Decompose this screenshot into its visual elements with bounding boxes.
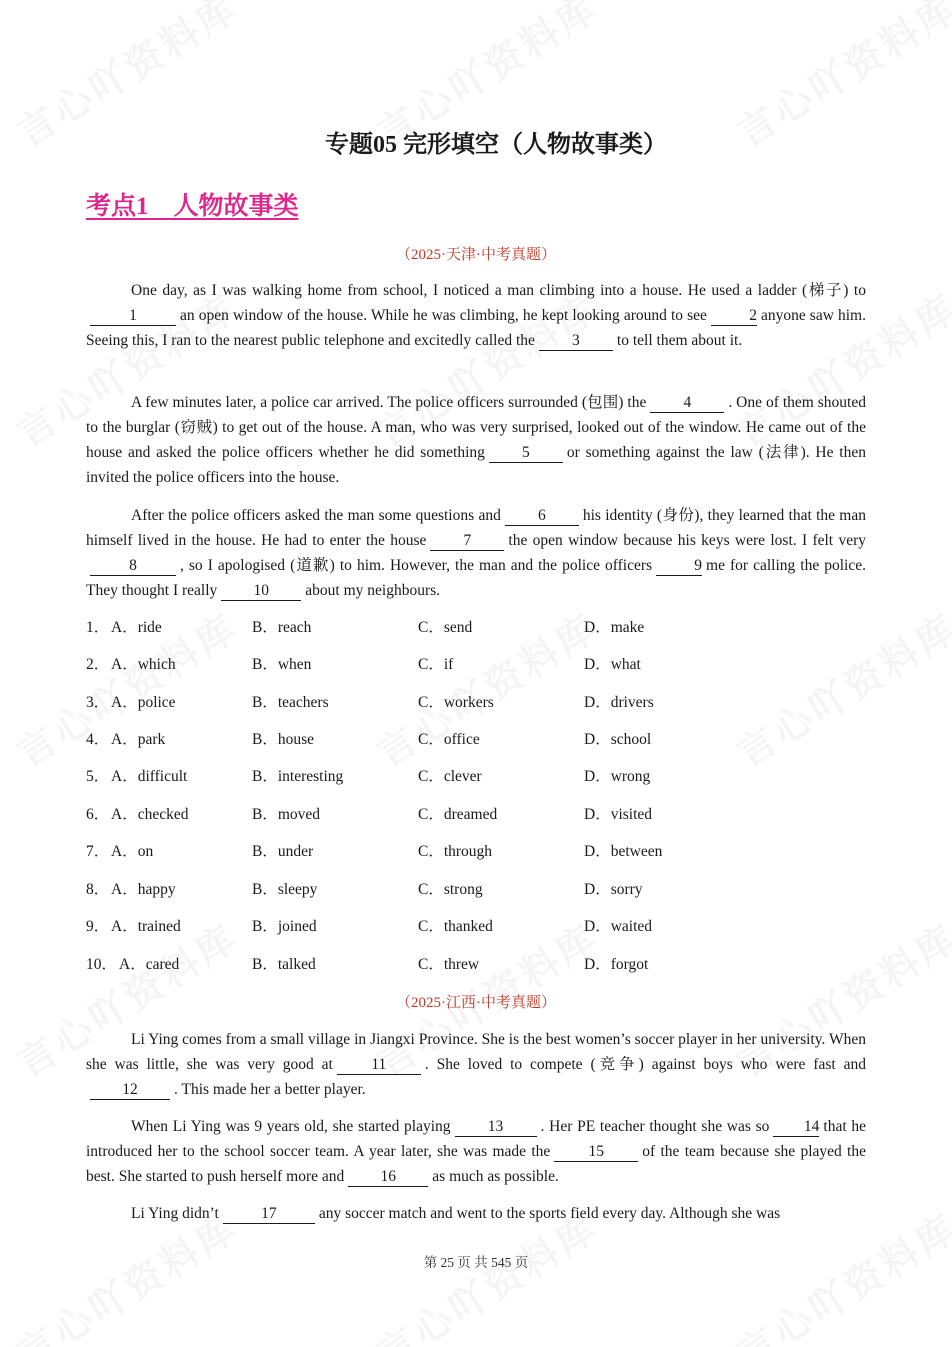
option-d: D．between (584, 843, 663, 860)
question-number: 9． (86, 918, 110, 935)
blank-7: 7 (430, 532, 504, 551)
option-a: A．trained (111, 918, 181, 935)
option-a: A．on (111, 843, 154, 860)
question-number: 4． (86, 731, 110, 748)
option-a: A．happy (111, 881, 176, 898)
option-b: B．when (252, 656, 312, 673)
question-row (86, 877, 866, 903)
blank-1: 1 (90, 307, 176, 326)
passage2-source: （2025·江西·中考真题） (396, 995, 556, 1011)
option-b: B．house (252, 731, 315, 748)
option-d: D．make (584, 619, 645, 636)
passage1-paragraph2: A few minutes later, a police car arrived. The police officers surrounded (包围) the 4 . One of them shouted to the burglar (窃贼) to get out of the house. A man, who was very surprised, looked out of the window. He came out of the house and asked the police officers whether he did something 5 or something against the law (法律). He then invited the police officers into the house. (86, 394, 866, 486)
passage1-paragraph3: After the police officers asked the man some questions and 6 his identity (身份), they learned that the man himself lived in the house. He had to enter the house 7 the open window because his keys were lost. I felt very8 , so I apologised (道歉) to him. However, the man and the police officers 9 me for calling the police. They thought I really 10 about my neighbours. (86, 507, 866, 599)
option-c: C．thanked (418, 918, 493, 935)
option-d: D．waited (584, 918, 653, 935)
blank-9: 9 (656, 557, 702, 576)
blank-2: 2 (711, 307, 757, 326)
blank-12: 12 (90, 1081, 170, 1100)
question-row (86, 764, 866, 790)
option-c: C．if (418, 656, 454, 673)
blank-10: 10 (221, 582, 301, 601)
question-row (86, 914, 866, 940)
option-b: B．interesting (252, 768, 344, 785)
question-number: 1． (86, 619, 110, 636)
option-a: A．checked (111, 806, 189, 823)
option-c: C．office (418, 731, 480, 748)
passage2-paragraph2: When Li Ying was 9 years old, she started playing 13 . Her PE teacher thought she was so 14 that he introduced her to the school soccer team. A year later, she was made the 15 of the team because she played the best. She started to push herself more and 16 as much as possible. (86, 1118, 866, 1185)
option-d: D．wrong (584, 768, 651, 785)
option-b: B．sleepy (252, 881, 318, 898)
option-b: B．teachers (252, 694, 329, 711)
question-row (86, 727, 866, 753)
question-number: 10． (86, 956, 118, 973)
passage1-paragraph1: One day, as I was walking home from school, I noticed a man climbing into a house. He used a ladder (梯子) to1 an open window of the house. While he was climbing, he kept looking around to see 2 anyone saw him. Seeing this, I ran to the nearest public telephone and excitedly called the 3 to tell them about it. (86, 282, 866, 349)
blank-3: 3 (539, 332, 613, 351)
blank-11: 11 (337, 1056, 421, 1075)
question-number: 2． (86, 656, 110, 673)
option-b: B．moved (252, 806, 321, 823)
option-c: C．threw (418, 956, 480, 973)
option-a: A．park (111, 731, 166, 748)
option-a: A．which (111, 656, 176, 673)
option-c: C．clever (418, 768, 482, 785)
passage1-source: （2025·天津·中考真题） (396, 247, 556, 263)
option-d: D．sorry (584, 881, 643, 898)
option-a: A．difficult (111, 768, 188, 785)
question-row (86, 839, 866, 865)
option-a: A．cared (119, 956, 180, 973)
passage2-paragraph1: Li Ying comes from a small village in Jiangxi Province. She is the best women’s soccer player in her university. When she was little, she was very good at 11 . She loved to compete (竞争) against boys who were fast and12 . This made her a better player. (86, 1031, 866, 1098)
passage2-paragraph3: Li Ying didn’t 17 any soccer match and went to the sports field every day. Although she was (131, 1205, 781, 1222)
page-title: 专题05 完形填空（人物故事类） (325, 132, 667, 158)
option-b: B．joined (252, 918, 317, 935)
option-b: B．reach (252, 619, 312, 636)
question-row (86, 952, 866, 978)
blank-14: 14 (773, 1118, 819, 1137)
question-row (86, 652, 866, 678)
option-c: C．send (418, 619, 473, 636)
blank-6: 6 (505, 507, 579, 526)
blank-17: 17 (223, 1205, 315, 1224)
option-d: D．what (584, 656, 641, 673)
question-number: 3． (86, 694, 110, 711)
question-number: 8． (86, 881, 110, 898)
option-b: B．under (252, 843, 314, 860)
option-d: D．forgot (584, 956, 649, 973)
question-number: 7． (86, 843, 110, 860)
blank-5: 5 (489, 444, 563, 463)
option-d: D．school (584, 731, 652, 748)
page-footer: 第 25 页 共 545 页 (423, 1255, 529, 1270)
option-c: C．workers (418, 694, 494, 711)
blank-8: 8 (90, 557, 176, 576)
question-row (86, 615, 866, 641)
option-a: A．police (111, 694, 176, 711)
blank-15: 15 (554, 1143, 638, 1162)
option-c: C．through (418, 843, 493, 860)
question-number: 6． (86, 806, 110, 823)
blank-16: 16 (348, 1168, 428, 1187)
option-a: A．ride (111, 619, 162, 636)
blank-4: 4 (650, 394, 724, 413)
blank-13: 13 (455, 1118, 537, 1137)
option-b: B．talked (252, 956, 316, 973)
question-row (86, 690, 866, 716)
option-c: C．strong (418, 881, 483, 898)
option-d: D．drivers (584, 694, 654, 711)
option-d: D．visited (584, 806, 653, 823)
question-number: 5． (86, 768, 110, 785)
section-heading: 考点1 人物故事类 (86, 193, 299, 220)
option-c: C．dreamed (418, 806, 498, 823)
question-row (86, 802, 866, 828)
